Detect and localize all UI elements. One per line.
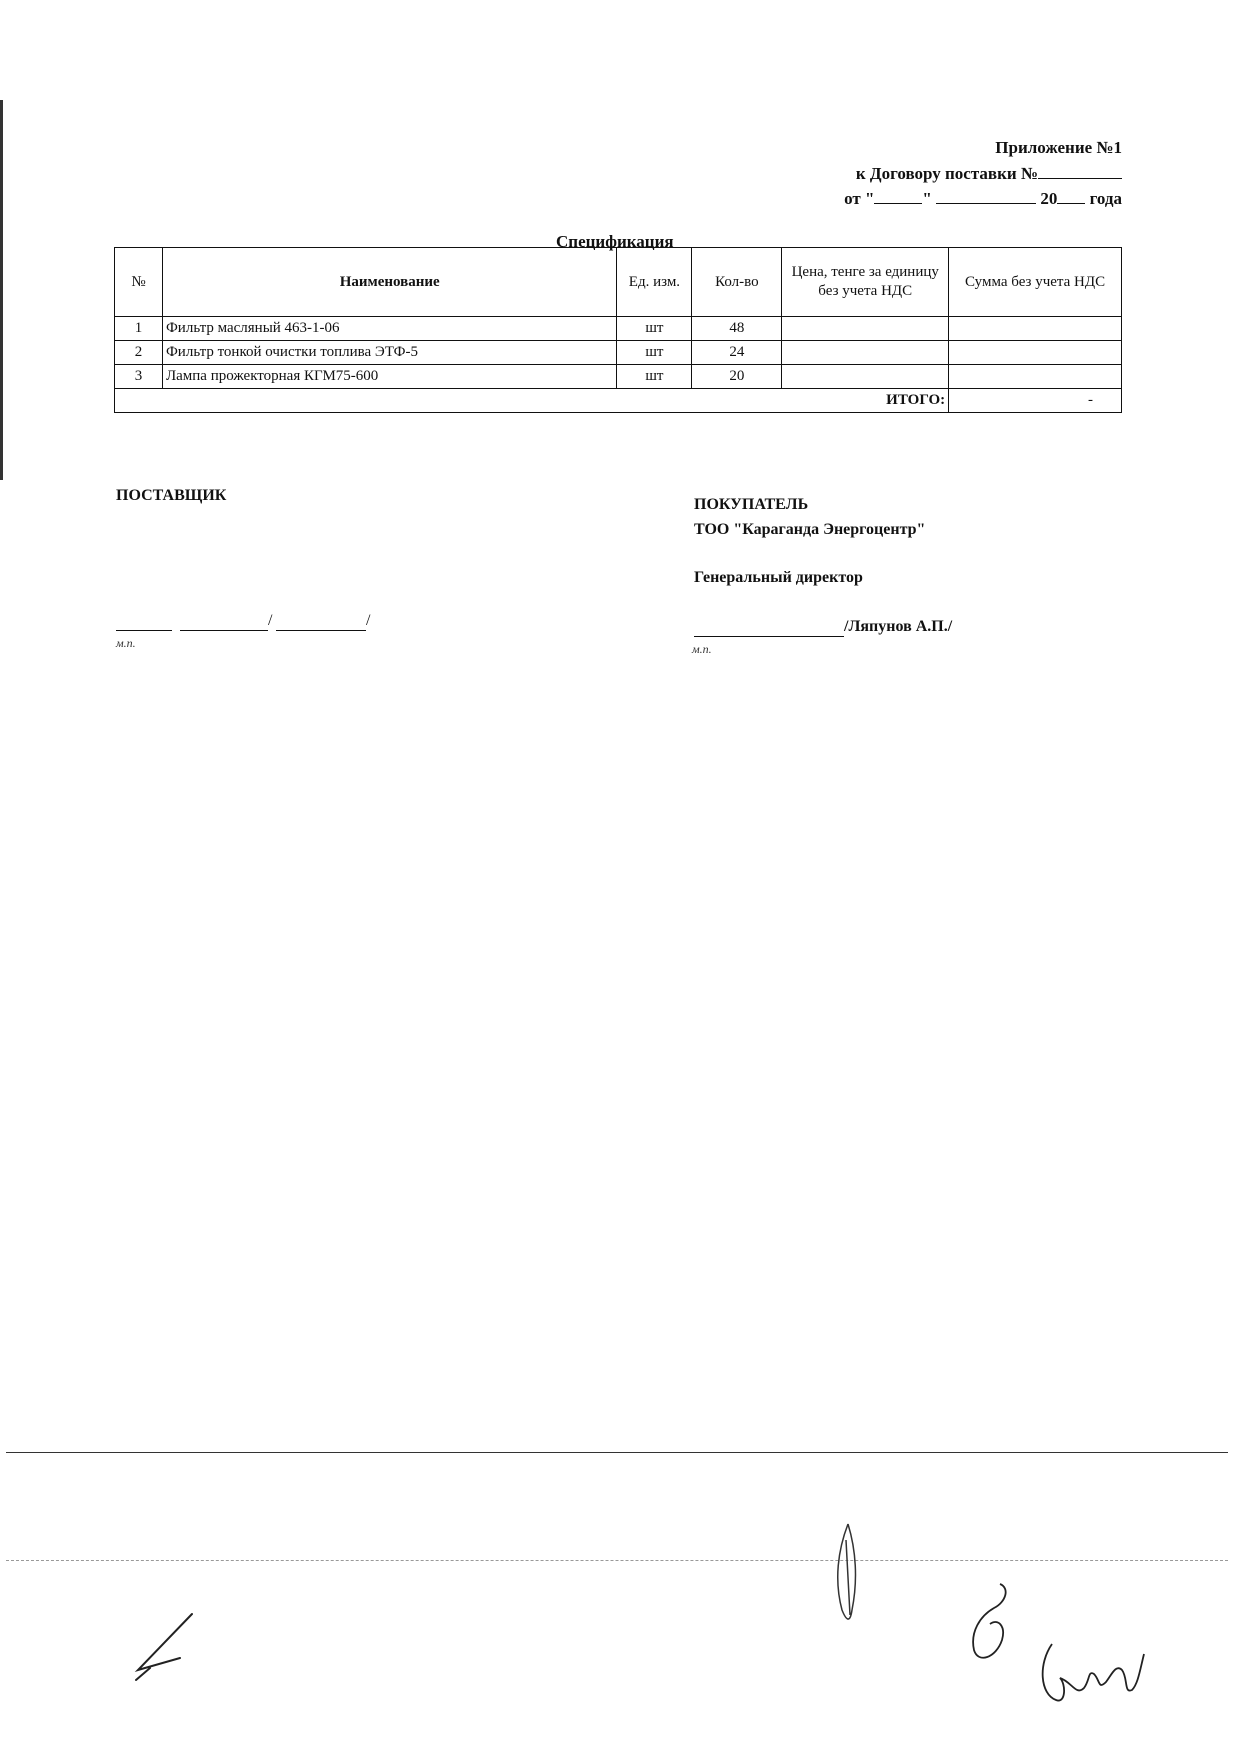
supplier-slash-2: / bbox=[366, 612, 371, 629]
table-row bbox=[115, 341, 1122, 365]
table-total-row bbox=[115, 389, 1122, 413]
col-header-qty: Кол-во bbox=[692, 248, 782, 317]
contract-number-blank bbox=[1038, 163, 1122, 179]
date-quote: " bbox=[922, 189, 932, 208]
row-sum bbox=[949, 317, 1122, 341]
buyer-signer: /Ляпунов А.П./ bbox=[844, 618, 953, 635]
row-price bbox=[782, 365, 949, 389]
row-sum bbox=[949, 341, 1122, 365]
row-unit: шт bbox=[617, 317, 692, 341]
handwritten-mark-center bbox=[828, 1520, 868, 1630]
month-blank bbox=[936, 188, 1036, 204]
total-label: ИТОГО: bbox=[115, 389, 949, 413]
buyer-heading: ПОКУПАТЕЛЬ bbox=[694, 496, 809, 513]
row-unit: шт bbox=[617, 365, 692, 389]
spec-title: Спецификация bbox=[556, 232, 674, 251]
year-blank bbox=[1057, 188, 1085, 204]
row-num: 3 bbox=[115, 365, 163, 389]
handwritten-signature-1 bbox=[950, 1578, 1030, 1668]
buyer-sign-blank bbox=[694, 618, 844, 637]
row-price bbox=[782, 341, 949, 365]
table-row bbox=[115, 365, 1122, 389]
col-header-sum: Сумма без учета НДС bbox=[949, 248, 1122, 317]
supplier-name-blank bbox=[180, 612, 268, 631]
row-unit: шт bbox=[617, 341, 692, 365]
buyer-signature-line bbox=[694, 618, 974, 640]
col-header-name: Наименование bbox=[162, 248, 617, 317]
supplier-signature-line bbox=[116, 612, 376, 634]
footer-rule bbox=[6, 1452, 1228, 1453]
contract-reference bbox=[856, 163, 1122, 184]
row-qty: 48 bbox=[692, 317, 782, 341]
supplier-name-blank-2 bbox=[276, 612, 366, 631]
table-header-row bbox=[115, 248, 1122, 317]
supplier-sign-blank bbox=[116, 612, 172, 631]
col-header-num: № bbox=[115, 248, 163, 317]
col-header-price: Цена, тенге за единицу без учета НДС bbox=[782, 248, 949, 317]
row-name: Фильтр масляный 463-1-06 bbox=[162, 317, 617, 341]
total-value: - bbox=[949, 389, 1122, 413]
buyer-company: ТОО "Караганда Энергоцентр" bbox=[694, 521, 926, 538]
appendix-title: Приложение №1 bbox=[995, 138, 1122, 157]
buyer-stamp-place: м.п. bbox=[692, 642, 712, 656]
handwritten-signature-2 bbox=[1032, 1634, 1152, 1714]
col-header-unit: Ед. изм. bbox=[617, 248, 692, 317]
handwritten-initial-left bbox=[120, 1608, 220, 1698]
buyer-position: Генеральный директор bbox=[694, 569, 863, 586]
row-qty: 20 bbox=[692, 365, 782, 389]
date-from: от " bbox=[844, 189, 875, 208]
specification-table bbox=[114, 247, 1122, 413]
row-qty: 24 bbox=[692, 341, 782, 365]
supplier-slash: / bbox=[268, 612, 273, 629]
scan-edge-mark bbox=[0, 100, 3, 480]
row-name: Фильтр тонкой очистки топлива ЭТФ-5 bbox=[162, 341, 617, 365]
footer-dotted-line bbox=[6, 1560, 1228, 1561]
year-word: года bbox=[1089, 189, 1122, 208]
supplier-heading: ПОСТАВЩИК bbox=[116, 487, 227, 504]
table-row bbox=[115, 317, 1122, 341]
row-sum bbox=[949, 365, 1122, 389]
contract-reference-text: к Договору поставки № bbox=[855, 164, 1038, 183]
row-num: 1 bbox=[115, 317, 163, 341]
row-num: 2 bbox=[115, 341, 163, 365]
row-name: Лампа прожекторная КГМ75-600 bbox=[162, 365, 617, 389]
supplier-stamp-place: м.п. bbox=[116, 636, 136, 650]
day-blank bbox=[874, 188, 922, 204]
row-price bbox=[782, 317, 949, 341]
contract-date bbox=[844, 188, 1122, 209]
year-prefix: 20 bbox=[1040, 189, 1058, 208]
